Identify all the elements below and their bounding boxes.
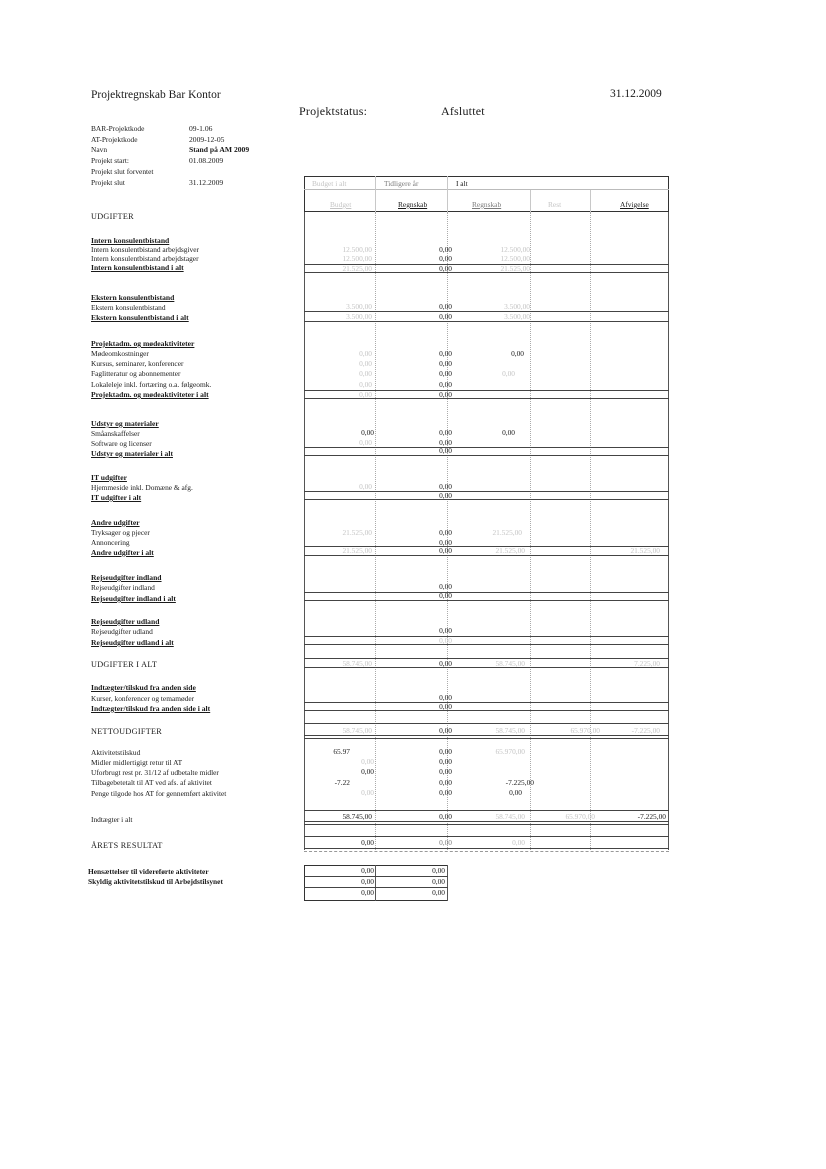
row-uforbrugt-rest: Uforbrugt rest pr. 31/12 af udbetalte midler <box>91 768 219 777</box>
cell-netto-budget: 58.745,00 <box>342 726 372 735</box>
row-aktivitetstilskud: Aktivitetstilskud <box>91 748 141 757</box>
cell-akt3-prev: 0,00 <box>439 767 452 776</box>
row-udstyr-total: Udstyr og materialer i alt <box>91 449 173 458</box>
section-udgifter: UDGIFTER <box>91 212 134 221</box>
row-rejse-udland-total: Rejseudgifter udland i alt <box>91 638 174 647</box>
group-rejse-udland-header: Rejseudgifter udland <box>91 617 160 626</box>
col-sub-rest: Rest <box>548 200 562 209</box>
row-andre-total: Andre udgifter i alt <box>91 548 154 557</box>
row-faglitteratur: Faglitteratur og abonnementer <box>91 369 181 378</box>
cell-udstyr-total-prev: 0,00 <box>439 446 452 455</box>
cell-indt-ialt-prev: 0,00 <box>439 812 452 821</box>
row-rejse-indland: Rejseudgifter indland <box>91 583 155 592</box>
col-top-total: I alt <box>456 179 468 188</box>
cell-akt5-budget: 0,00 <box>361 788 374 797</box>
group-it-header: IT udgifter <box>91 473 127 482</box>
row-tryksager: Tryksager og pjecer <box>91 528 150 537</box>
row-projektadm-total: Projektadm. og mødeaktiviteter i alt <box>91 390 209 399</box>
group-andre-header: Andre udgifter <box>91 518 140 527</box>
cell-smaa-prev: 0,00 <box>439 428 452 437</box>
cell-intern2-prev: 0,00 <box>439 254 452 263</box>
cell-ekstern-total-budget: 3.500,00 <box>346 312 372 321</box>
status-value: Afsluttet <box>441 104 485 118</box>
cell-aar-budget: 0,00 <box>361 838 374 847</box>
cell-akt2-prev: 0,00 <box>439 757 452 766</box>
cell-tryk-prev: 0,00 <box>439 528 452 537</box>
row-kursus: Kursus, seminarer, konferencer <box>91 359 184 368</box>
cell-kurser-prev: 0,00 <box>439 693 452 702</box>
group-indtaegter-header: Indtægter/tilskud fra anden side <box>91 683 196 692</box>
cell-indt-total-prev: 0,00 <box>439 702 452 711</box>
row-lokaleleje: Lokaleleje inkl. fortæring o.a. følgeomk. <box>91 380 212 389</box>
cell-intern-total-prev: 0,00 <box>439 264 452 273</box>
cell-indt-ialt-regnskab: 58.745,00 <box>495 812 525 821</box>
cell-hjemmeside-prev: 0,00 <box>439 482 452 491</box>
meta-label-end: Projekt slut <box>91 178 125 187</box>
cell-akt1-prev: 0,00 <box>439 747 452 756</box>
cell-intern1-prev: 0,00 <box>439 245 452 254</box>
cell-andre-total-budget: 21.525,00 <box>342 546 372 555</box>
cell-indt-ialt-afvigelse: -7.225,00 <box>637 812 666 821</box>
cell-intern1-budget: 12.500,00 <box>342 245 372 254</box>
section-nettoudgifter: NETTOUDGIFTER <box>91 727 163 736</box>
cell-akt1-budget: 65.97 <box>333 747 350 756</box>
cell-tryk-regnskab: 21.525,00 <box>492 528 522 537</box>
cell-andre-total-afvigelse: 21.525,00 <box>630 546 660 555</box>
col-sub-regnskab: Regnskab <box>472 200 502 209</box>
cell-akt4-prev: 0,00 <box>439 778 452 787</box>
row-annoncering: Annoncering <box>91 538 130 547</box>
cell-rud-total-prev: 0,00 <box>439 636 452 645</box>
cell-lokale-budget: 0,00 <box>359 380 372 389</box>
cell-annonce-prev: 0,00 <box>439 538 452 547</box>
row-moedeomkostninger: Mødeomkostninger <box>91 349 149 358</box>
cell-ekstern-regnskab: 3.500,00 <box>504 302 530 311</box>
cell-intern2-budget: 12.500,00 <box>342 254 372 263</box>
cell-udg-ialt-regnskab: 58.745,00 <box>495 659 525 668</box>
row-indtaegter-i-alt: Indtægter i alt <box>91 815 133 824</box>
cell-udg-ialt-prev: 0,00 <box>439 659 452 668</box>
cell-intern1-regnskab: 12.500,00 <box>500 245 530 254</box>
cell-netto-prev: 0,00 <box>439 726 452 735</box>
meta-value-bar-code: 09-1.06 <box>189 124 213 133</box>
col-top-prev-year: Tidligere år <box>384 179 419 188</box>
group-projektadm-header: Projektadm. og mødeaktiviteter <box>91 339 195 348</box>
cell-moede-prev: 0,00 <box>439 349 452 358</box>
cell-intern-total-budget: 21.525,00 <box>342 264 372 273</box>
cell-rind-prev: 0,00 <box>439 582 452 591</box>
page-title: Projektregnskab Bar Kontor <box>91 89 221 101</box>
cell-akt2-budget: 0,00 <box>361 757 374 766</box>
cell-netto-rest: 65.970,00 <box>570 726 600 735</box>
cell-akt4-budget: -7.22 <box>334 778 350 787</box>
meta-value-start: 01.08.2009 <box>189 156 224 165</box>
cell-rind-total-prev: 0,00 <box>439 591 452 600</box>
cell-fag-prev: 0,00 <box>439 369 452 378</box>
cell-udg-ialt-afvigelse: 7.225,00 <box>634 659 660 668</box>
meta-label-name: Navn <box>91 145 108 154</box>
meta-label-expected-end: Projekt slut forventet <box>91 167 154 176</box>
cell-ekstern-budget: 3.500,00 <box>346 302 372 311</box>
cell-fag-budget: 0,00 <box>359 369 372 378</box>
cell-fag-regnskab: 0,00 <box>502 369 515 378</box>
cell-moede-regnskab: 0,00 <box>511 349 524 358</box>
col-top-budget: Budget i alt <box>312 179 347 188</box>
cell-aar-prev: 0,00 <box>439 838 452 847</box>
cell-andre-total-regnskab: 21.525,00 <box>495 546 525 555</box>
cell-ekstern-total-regnskab: 3.500,00 <box>504 312 530 321</box>
cell-kursus-prev: 0,00 <box>439 359 452 368</box>
cell-akt5-regnskab: 0,00 <box>509 788 522 797</box>
cell-ekstern-prev: 0,00 <box>439 302 452 311</box>
cell-intern2-regnskab: 12.500,00 <box>500 254 530 263</box>
cell-kursus-budget: 0,00 <box>359 359 372 368</box>
report-date: 31.12.2009 <box>610 88 662 100</box>
cell-smaa-regnskab: 0,00 <box>502 428 515 437</box>
group-intern-header: Intern konsulentbistand <box>91 236 170 245</box>
cell-intern-total-regnskab: 21.525,00 <box>500 264 530 273</box>
cell-aar-regnskab: 0,00 <box>512 838 525 847</box>
row-hjemmeside: Hjemmeside inkl. Domæne & afg. <box>91 483 193 492</box>
col-sub-deviation: Afvigelse <box>620 200 649 209</box>
cell-rud-prev: 0,00 <box>439 626 452 635</box>
meta-value-name: Stand på AM 2009 <box>189 145 250 154</box>
row-penge-tilgode: Penge tilgode hos AT for gennemført aktivitet <box>91 789 227 798</box>
cell-skyldig-c1: 0,00 <box>361 877 374 886</box>
cell-netto-regnskab: 58.745,00 <box>495 726 525 735</box>
row-intern-total: Intern konsulentbistand i alt <box>91 263 184 272</box>
row-smaanskaffelser: Småanskaffelser <box>91 429 140 438</box>
cell-projektadm-total-prev: 0,00 <box>439 390 452 399</box>
row-rejse-indland-total: Rejseudgifter indland i alt <box>91 594 176 603</box>
group-rejse-indland-header: Rejseudgifter indland <box>91 573 162 582</box>
meta-value-end: 31.12.2009 <box>189 178 224 187</box>
group-udstyr-header: Udstyr og materialer <box>91 419 159 428</box>
cell-software-prev: 0,00 <box>439 438 452 447</box>
section-aarets-resultat: ÅRETS RESULTAT <box>91 841 163 850</box>
row-tilbagebetalt: Tilbagebetetalt til AT ved afs. af aktivitet <box>91 778 212 787</box>
cell-indt-ialt-rest: 65.970,00 <box>565 812 595 821</box>
cell-akt1-regnskab: 65.970,00 <box>495 747 525 756</box>
cell-hjemmeside-budget: 0,00 <box>359 482 372 491</box>
col-sub-budget: Budget <box>330 200 352 209</box>
cell-andre-total-prev: 0,00 <box>439 546 452 555</box>
row-it-total: IT udgifter i alt <box>91 493 142 502</box>
cell-indt-ialt-budget: 58.745,00 <box>342 812 372 821</box>
cell-hens-c1: 0,00 <box>361 866 374 875</box>
row-software: Software og licenser <box>91 439 152 448</box>
meta-value-at-code: 2009-12-05 <box>189 135 225 144</box>
col-sub-prev-regnskab: Regnskab <box>398 200 428 209</box>
cell-skyldig-c2: 0,00 <box>432 877 445 886</box>
cell-netto-afvigelse: -7.225,00 <box>631 726 660 735</box>
cell-bottom-total-c1: 0,00 <box>361 888 374 897</box>
cell-akt3-budget: 0,00 <box>361 767 374 776</box>
row-midler-retur: Midler midlertigigt retur til AT <box>91 758 183 767</box>
meta-label-at-code: AT-Projektkode <box>91 135 138 144</box>
cell-udg-ialt-budget: 58.745,00 <box>342 659 372 668</box>
cell-akt5-prev: 0,00 <box>439 788 452 797</box>
cell-smaa-budget: 0,00 <box>361 428 374 437</box>
row-indtaegter-total: Indtægter/tilskud fra anden side i alt <box>91 704 211 713</box>
cell-akt4-regnskab: -7.225,00 <box>505 778 534 787</box>
cell-projektadm-total-budget: 0,00 <box>359 390 372 399</box>
cell-ekstern-total-prev: 0,00 <box>439 312 452 321</box>
group-ekstern-header: Ekstern konsulentbistand <box>91 293 175 302</box>
cell-hens-c2: 0,00 <box>432 866 445 875</box>
row-ekstern: Ekstern konsulentbistand <box>91 303 166 312</box>
cell-it-total-prev: 0,00 <box>439 491 452 500</box>
row-kurser-konferencer: Kurser, konferencer og temamøder <box>91 694 195 703</box>
cell-tryk-budget: 21.525,00 <box>342 528 372 537</box>
cell-software-budget: 0,00 <box>359 438 372 447</box>
row-rejse-udland: Rejseudgifter udland <box>91 627 153 636</box>
meta-label-start: Projekt start: <box>91 156 129 165</box>
meta-label-bar-code: BAR-Projektkode <box>91 124 145 133</box>
row-hensaettelser: Hensættelser til videreførte aktiviteter <box>88 867 209 876</box>
section-udgifter-i-alt: UDGIFTER I ALT <box>91 660 158 669</box>
cell-lokale-prev: 0,00 <box>439 380 452 389</box>
row-intern-arbejdsgiver: Intern konsulentbistand arbejdsgiver <box>91 245 199 254</box>
cell-moede-budget: 0,00 <box>359 349 372 358</box>
cell-bottom-total-c2: 0,00 <box>432 888 445 897</box>
row-ekstern-total: Ekstern konsulentbistand i alt <box>91 313 189 322</box>
row-skyldig-tilskud: Skyldig aktivitetstilskud til Arbejdstilsynet <box>88 877 223 886</box>
row-intern-arbejdstager: Intern konsulentbistand arbejdstager <box>91 254 199 263</box>
status-label: Projektstatus: <box>299 104 368 118</box>
